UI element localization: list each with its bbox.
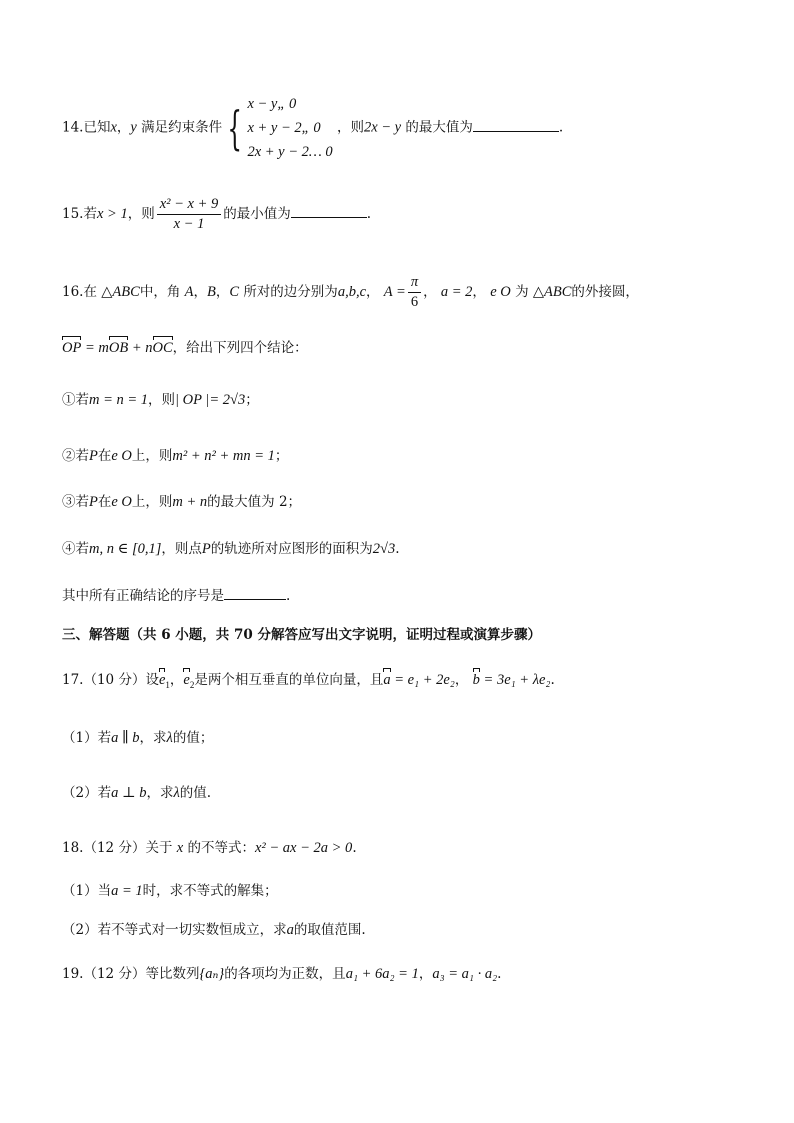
question-17-part-2 xyxy=(62,781,211,802)
q17-text: 是两个相互垂直的单位向量，且 xyxy=(194,672,384,688)
q18-text: 的不等式： xyxy=(187,840,255,856)
constraint-1: x − y„ 0 xyxy=(247,96,297,112)
part-label: （1）若 xyxy=(62,730,112,746)
separator: ， xyxy=(418,966,433,982)
end: ； xyxy=(274,448,289,464)
q16-line2-tail: ，给出下列四个结论： xyxy=(172,340,308,356)
question-17: 17.（10 分）设$e_1$，$e_2$是两个相互垂直的单位向量，且a = e₁ + 2e₂， b = 3e₁ + λe₂. xyxy=(62,672,555,690)
separator: ， xyxy=(169,672,184,688)
q15-prefix: 15.若 xyxy=(62,206,97,222)
area: 2√3 xyxy=(372,541,396,557)
question-15 xyxy=(62,196,371,233)
var-a: a xyxy=(286,922,294,938)
question-18-part-1 xyxy=(62,879,278,900)
question-19 xyxy=(62,962,501,983)
constraint-2: x + y − 2„ 0 xyxy=(247,120,321,136)
answer-blank xyxy=(473,119,559,132)
parallel-condition: a ∥ b xyxy=(111,730,140,746)
lambda: λ xyxy=(173,785,180,801)
separator: ， xyxy=(116,119,131,136)
q15-condition: x > 1 xyxy=(96,206,128,222)
result: m² + n² + mn = 1 xyxy=(172,448,275,464)
label: ①若 xyxy=(62,392,89,408)
text: ，则 xyxy=(148,392,176,408)
a-definition: = e₁ + 2e₂ xyxy=(394,672,455,688)
text: 在 xyxy=(97,448,112,464)
q16-prefix: 16.在 xyxy=(62,284,97,300)
equation-2: a₃ = a₁ · a₂ xyxy=(432,966,498,982)
part-label: （2）若不等式对一切实数恒成立，求 xyxy=(62,922,287,938)
text: 的取值范围. xyxy=(293,922,366,938)
point-p: P xyxy=(201,541,211,557)
period: . xyxy=(366,206,372,222)
q16-text: 中，角 xyxy=(139,284,181,300)
q18-head: 18.（12 分）关于 xyxy=(62,840,173,856)
triangle: △ABC xyxy=(532,284,572,300)
q14-after: ，则 xyxy=(332,119,364,136)
q16-text: 的外接圆， xyxy=(571,284,639,300)
text: ，求 xyxy=(139,730,167,746)
var-B: B xyxy=(206,284,216,300)
text: 上，则 xyxy=(131,494,173,510)
q19-head: 19.（12 分）等比数列 xyxy=(62,966,200,982)
q14-mid: 满足约束条件 xyxy=(136,119,223,136)
constraint-3: 2x + y − 2… 0 xyxy=(247,144,333,160)
text: 上，则 xyxy=(131,448,173,464)
denominator: x − 1 xyxy=(173,216,205,232)
end: ； xyxy=(245,392,259,408)
circle-o: e O xyxy=(111,494,132,510)
text: 的值. xyxy=(179,785,212,801)
result: | OP |= 2√3 xyxy=(175,392,246,408)
var-C: C xyxy=(229,284,240,300)
question-17-part-1 xyxy=(62,726,213,747)
period: . xyxy=(286,588,291,604)
constraint-system xyxy=(247,92,332,164)
period: . xyxy=(558,119,564,136)
point-p: P xyxy=(89,494,98,510)
vector-b: b xyxy=(472,672,480,688)
end: . xyxy=(395,541,400,557)
sum: m + n xyxy=(172,494,208,510)
var-y: y xyxy=(130,119,137,136)
sides: a,b,c xyxy=(337,284,366,300)
text: 在 xyxy=(97,494,112,510)
numerator: π xyxy=(408,274,421,293)
perpendicular-condition: a ⊥ b xyxy=(111,785,147,801)
correct-conclusions-prompt xyxy=(62,584,290,604)
q19-text: 的各项均为正数，且 xyxy=(224,966,346,982)
b-definition: = 3e₁ + λe₂ xyxy=(483,672,551,688)
conclusion-3 xyxy=(62,490,301,511)
q16-text: 为 xyxy=(515,284,529,300)
text: 的值； xyxy=(172,730,214,746)
condition: m, n ∈ [0,1] xyxy=(89,541,162,557)
condition: m = n = 1 xyxy=(89,392,149,408)
answer-blank xyxy=(224,587,286,600)
inequality: x² − ax − 2a > 0 xyxy=(254,840,353,856)
q16-text: 所对的边分别为 xyxy=(243,284,338,300)
question-16: 16.在 △ABC中，角 A，B，C 所对的边分别为a,b,c， A = $\frac{\pi}{6}$ ， a = 2， e O 为 △ABC的外接圆， xyxy=(62,274,639,310)
answer-blank xyxy=(291,205,367,218)
section-heading: 三、解答题（共 6 小题，共 70 分解答应写出文字说明，证明过程或演算步骤） xyxy=(62,627,541,643)
pi-over-six xyxy=(408,274,421,311)
numerator: x² − x + 9 xyxy=(157,196,222,215)
label: ③若 xyxy=(62,494,89,510)
var-x: x xyxy=(176,840,184,856)
system-brace: { xyxy=(227,101,243,155)
text: 时，求不等式的解集； xyxy=(142,883,278,899)
q15-sep: ，则 xyxy=(127,206,155,222)
vector-e1: $e_1$ xyxy=(158,672,170,690)
text: ，求 xyxy=(146,785,174,801)
q14-tail: 的最大值为 xyxy=(401,119,473,136)
period: . xyxy=(352,840,357,856)
circle-o: e O xyxy=(490,284,511,300)
sequence: {aₙ} xyxy=(199,966,225,982)
question-18-part-2 xyxy=(62,918,366,939)
part-label: （2）若 xyxy=(62,785,112,801)
lambda: λ xyxy=(166,730,173,746)
label: ②若 xyxy=(62,448,89,464)
circle-o: e O xyxy=(111,448,132,464)
question-18 xyxy=(62,836,357,857)
conclusion-4 xyxy=(62,537,400,558)
angle-a: A = xyxy=(383,284,406,300)
conclusion-2 xyxy=(62,444,288,465)
q14-prefix: 14.已知 xyxy=(62,119,111,136)
denominator: 6 xyxy=(410,294,419,310)
text: ，则点 xyxy=(161,541,202,557)
question-16-vector-eq xyxy=(62,336,308,357)
text: 的轨迹所对应图形的面积为 xyxy=(210,541,373,557)
result: 的最大值为 2； xyxy=(207,494,302,510)
point-p: P xyxy=(89,448,98,464)
var-x: x xyxy=(110,119,117,136)
side-a: a = 2 xyxy=(440,284,473,300)
q15-tail: 的最小值为 xyxy=(223,206,291,222)
fraction xyxy=(157,196,222,233)
part-label: （1）当 xyxy=(62,883,112,899)
triangle: △ABC xyxy=(101,284,140,300)
conclusion-1 xyxy=(62,388,259,409)
equation-1: a₁ + 6a₂ = 1 xyxy=(345,966,419,982)
a-value: a = 1 xyxy=(111,883,143,899)
vector-e2: $e_2$ xyxy=(183,672,195,690)
vector-equation: OP = mOB + nOC xyxy=(62,340,173,356)
objective-expression: 2x − y xyxy=(363,119,402,136)
question-14 xyxy=(62,92,563,164)
prompt-text: 其中所有正确结论的序号是 xyxy=(62,588,224,604)
q17-head: 17.（10 分）设 xyxy=(62,672,159,688)
period: . xyxy=(497,966,502,982)
vector-a: a xyxy=(383,672,391,688)
label: ④若 xyxy=(62,541,89,557)
var-A: A xyxy=(184,284,194,300)
